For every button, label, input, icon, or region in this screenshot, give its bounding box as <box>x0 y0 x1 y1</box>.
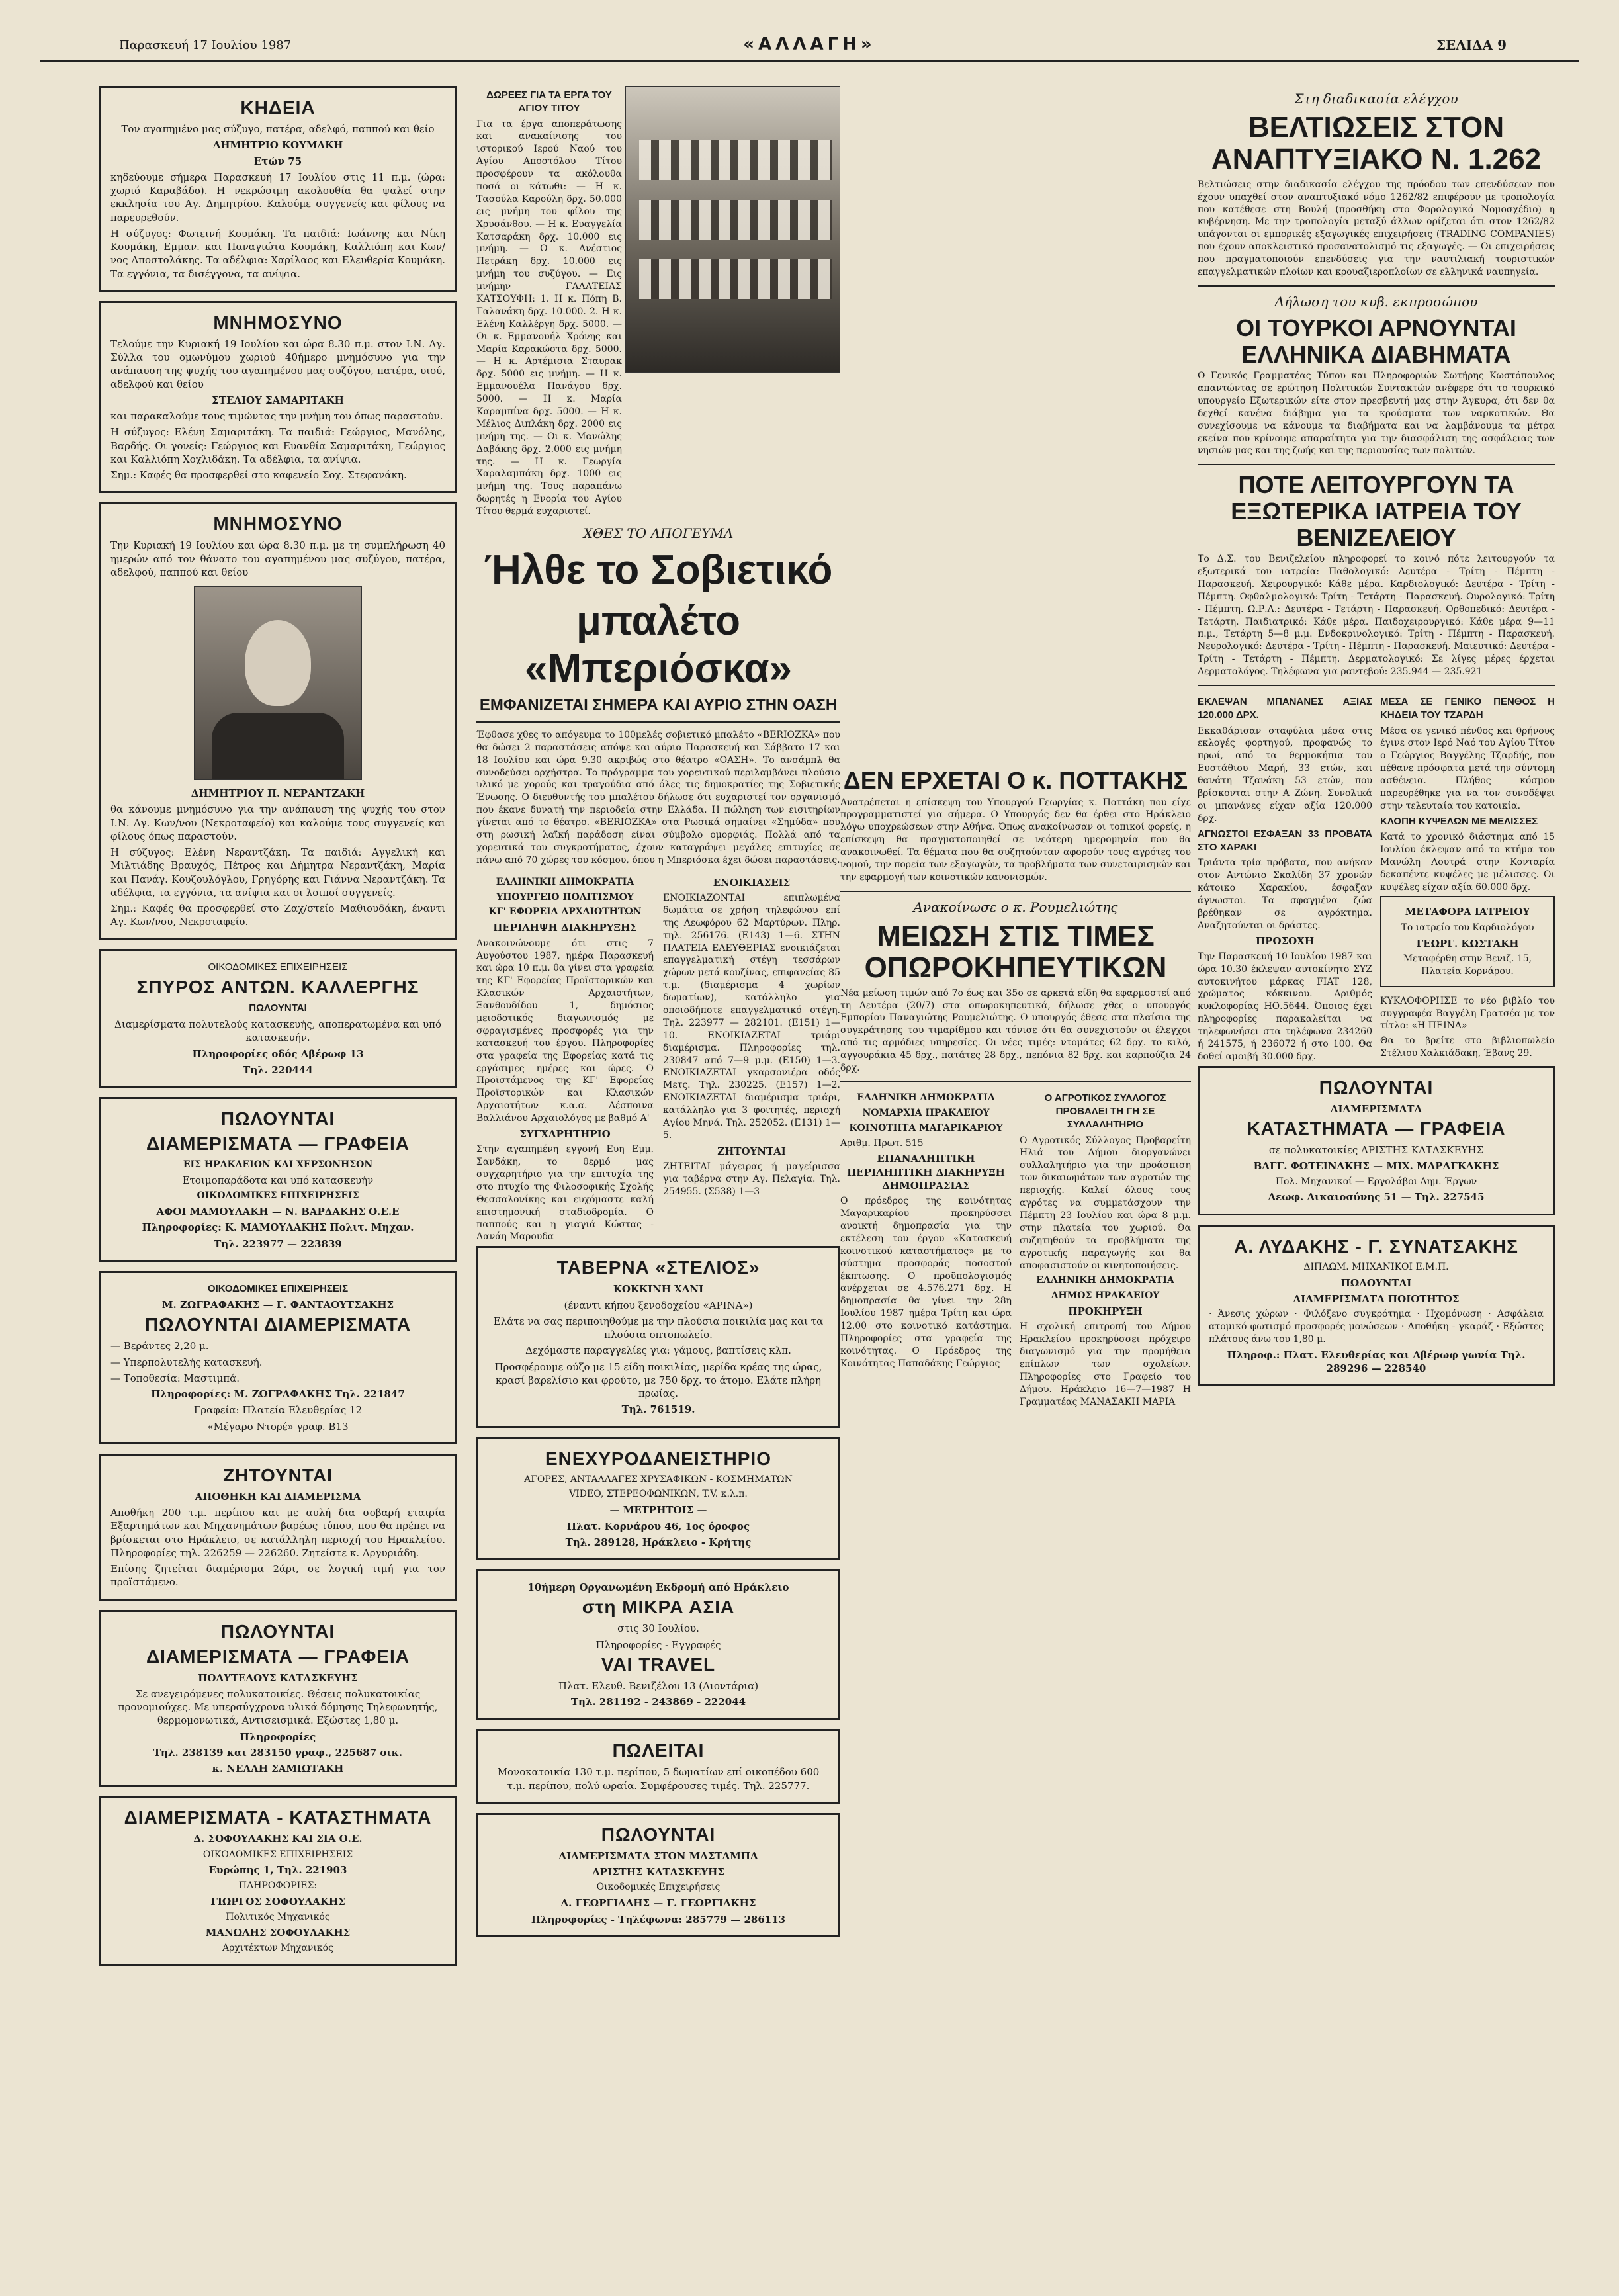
notice-line: ΠΡΟΚΗΡΥΞΗ <box>1068 1305 1143 1318</box>
turks-kicker: Δήλωση του κυβ. εκπροσώπου <box>1274 293 1478 310</box>
ad-line: ΔΙΑΜΕΡΙΣΜΑΤΑ ΠΟΙΟΤΗΤΟΣ <box>1293 1292 1460 1305</box>
headline: Ήλθε το Σοβιετικό <box>484 547 833 593</box>
ad-line: Πολ. Μηχανικοί — Εργολάβοι Δημ. Έργων <box>1275 1176 1477 1187</box>
book-line: Θα το βρείτε στο βιβλιοπωλείο Στέλιου Χαλκιάδακη, Έβανς 29. <box>1380 1036 1555 1059</box>
ad-line: ΔΙΑΜΕΡΙΣΜΑΤΑ <box>1330 1102 1422 1115</box>
memorial-text: Την Κυριακή 19 Ιουλίου και ώρα 8.30 π.μ. με τη συμπλήρωση 40 ημερών από τον θάνατο του αγαπημένου μας συζύγου, πατέρα, αδελφού, παππού και θείου <box>110 539 445 578</box>
ad-house-sale <box>476 1729 840 1804</box>
ad-heading: ΔΙΑΜΕΡΙΣΜΑΤΑ — ΓΡΑΦΕΙΑ <box>146 1646 410 1667</box>
ad-line: VIDEO, ΣΤΕΡΕΟΦΩΝΙΚΩΝ, T.V. κ.λ.π. <box>569 1489 748 1500</box>
ad-line: Σε ανεγειρόμενες πολυκατοικίες. Θέσεις πολυκατοικίας προνομιούχες. Με υπερσύγχρονα υλικά δόμησης Τηλεφωνητής, θερμομονωτικά, Αντισεισμικά. Εξώστες 1,80 μ. <box>118 1687 438 1727</box>
ad-line: Μ. ΖΩΓΡΑΦΑΚΗΣ — Γ. ΦΑΝΤΑΟΥΤΣΑΚΗΣ <box>161 1299 394 1311</box>
prices-headline: ΜΕΙΩΣΗ ΣΤΙΣ ΤΙΜΕΣ ΟΠΩΡΟΚΗΠΕΥΤΙΚΩΝ <box>864 919 1167 985</box>
photo-kicker: ΧΘΕΣ ΤΟ ΑΠΟΓΕΥΜΑ <box>583 525 734 541</box>
ad-line: — ΜΕΤΡΗΤΟΙΣ — <box>609 1504 707 1517</box>
congrats-text: Στην αγαπημένη εγγονή Ευη Εμμ. Σανδάκη, το θερμό μας συγχαρητήριο για την επιτυχία της στο πτυχίο της Φιλοσοφικής Σχολής Θεσσαλονίκης και ευχόμαστε καλή επιστημονική σταδιοδρομία. Ο παππούς και η γιαγιά Κώστας - Δανάη Μαρουδα <box>476 1144 654 1243</box>
masthead: «ΑΛΛΑΓΗ» <box>743 34 876 54</box>
subheadline: ΕΜΦΑΝΙΖΕΤΑΙ ΣΗΜΕΡΑ ΚΑΙ ΑΥΡΙΟ ΣΤΗΝ ΟΑΣΗ <box>479 695 838 714</box>
hospital-text: Το Δ.Σ. του Βενιζελείου πληροφορεί το κοινό πότε λειτουργούν τα εξωτερικά του ιατρεία: Παθολογικό: Δευτέρα - Τρίτη - Πέμπτη - Παρασκευή. Χειρουργικό: Κάθε μέρα. Καρδιολογικό: Δευτέρα - Τρίτη - Πέμπτη. Οφθαλμολογικό: Τρίτη - Τετάρτη - Παρασκευή. Ουρολογικό: Τρίτη - Πέμπτη. Ω.Ρ.Λ.: Δευτέρα - Τετάρτη - Παρασκευή. Ορθοπεδικό: Δευτέρα - Τετάρτη. Παιδιατρικό: Κάθε μέρα. Παιδοχειρουργικό: Κάθε μέρα 9—11 π.μ., Τετάρτη 5—8 μ.μ. Ενδοκρινολογικό: Τρίτη - Πέμπτη - Παρασκευή. Νευρολογικό: Δευτέρα - Τρίτη - Πέμπτη - Παρασκευή. Μαιευτικό: Δευτέρα - Τρίτη - Τετάρτη - Πέμπτη. Δερματολογικό: Σε λίγες μέρες έρχεται Δερματολόγος. Τηλέφωνα για ραντεβού: 235.944 — 235.921 <box>1198 554 1555 678</box>
prices-kicker: Ανακοίνωσε ο κ. Ρουμελιώτης <box>913 899 1118 915</box>
ad-line: Μονοκατοικία 130 τ.μ. περίπου, 5 δωματίων επί οικοπέδου 600 τ.μ. περίπου, πολύ ωραία. Συμφέρουσες τιμές. Τηλ. 225777. <box>497 1766 820 1792</box>
notice-title: ΠΡΟΣΟΧΗ <box>1256 935 1314 948</box>
ad-line: ΠΛΗΡΟΦΟΡΙΕΣ: <box>238 1880 318 1891</box>
turks-text: Ο Γενικός Γραμματέας Τύπου και Πληροφοριών Σωτήρης Κωστόπουλος απαντώντας σε ερώτηση Πολιτικών Συντακτών ανέφερε ότι το τουρκικό υπουργείο Εξωτερικών είτε στον πρεσβευτή μας στην Άγκυρα, ότι δεν θα δεχθεί κανένα διάβημα για τα κρούσματα των ναρκοτικών. Θα συνεχίσουμε να κάνουμε τα διαβήματα και να λαμβάνουμε τα μέτρα εκείνα που κρίνουμε απαραίτητα για την διασφάλιση της ασφάλειας των νησιών μας και της ζωής και της περιουσίας των πολιτών. <box>1198 371 1555 457</box>
notice-text: Ανακοινώνουμε ότι στις 7 Αυγούστου 1987, ημέρα Παρασκευή και ώρα 10 π.μ. θα γίνει στα γραφεία της ΚΓ' Εφορείας Προϊστορικών και Κλασικών Αρχαιοτήτων, Ξανθουδίδου 1, δημόσιος μειοδοτικός διαγωνισμός με σφραγισμένες προσφορές για την κατασκευή του έργου. Πληροφορίες στα γραφεία της Εφορείας κατά τις εργάσιμες ημέρες και ώρες. Ο Προϊστάμενος της ΚΓ' Εφορείας Προϊστορικών και Κλασικών Αρχαιοτήτων κ.α.α. Δέσποινα Βαλλιάνου Αρχαιολόγος με βαθμό Α' <box>476 938 654 1124</box>
memorial-note: Σημ.: Καφές θα προσφερθεί στο Ζαχ/στείο Μαθιουδάκη, έναντι Αγ. Κων/νου, Νεκροταφείο. <box>110 903 445 928</box>
ad-line: Δεχόμαστε παραγγελίες για: γάμους, βαπτίσεις κλπ. <box>525 1345 791 1357</box>
ad-line: (έναντι κήπου ξενοδοχείου «ΑΡΙΝΑ») <box>564 1299 753 1311</box>
ad-heading: VAI TRAVEL <box>601 1654 716 1675</box>
ad-line: ΟΙΚΟΔΟΜΙΚΕΣ ΕΠΙΧΕΙΡΗΣΕΙΣ <box>202 1849 353 1860</box>
ad-line: Πληροφορίες οδός Αβέρωφ 13 <box>192 1047 364 1060</box>
ad-heading: ΣΠΥΡΟΣ ΑΝΤΩΝ. ΚΑΛΛΕΡΓΗΣ <box>136 976 419 997</box>
column-center-left <box>476 86 840 2263</box>
memorial-note: Σημ.: Καφές θα προσφερθεί στο καφενείο Σοχ. Στεφανάκη. <box>110 469 407 481</box>
ad-line: ΜΕΤΑΦΟΡΑ ΙΑΤΡΕΙΟΥ <box>1405 906 1530 918</box>
ad-mastampa <box>476 1813 840 1937</box>
notice-line: ΕΛΛΗΝΙΚΗ ΔΗΜΟΚΡΑΤΙΑ <box>1036 1275 1174 1286</box>
funeral-text: κηδεύουμε σήμερα Παρασκευή 17 Ιουλίου στις 11 π.μ. (ώρα: χωριό Καραβάδο). Η νεκρώσιμη ακολουθία θα ψαλεί στην εκκλησία του Αγ. Δημητρίου. Καλούμε συγγενείς και φίλους να παρευρεθούν. <box>110 171 445 224</box>
ad-heading: ΔΙΑΜΕΡΙΣΜΑΤΑ - ΚΑΤΑΣΤΗΜΑΤΑ <box>124 1807 432 1828</box>
ad-line: ΓΙΩΡΓΟΣ ΣΟΦΟΥΛΑΚΗΣ <box>210 1895 345 1908</box>
classifieds <box>663 873 840 1247</box>
ad-heading: στη ΜΙΚΡΑ ΑΣΙΑ <box>582 1597 735 1618</box>
ad-heading: ΚΑΤΑΣΤΗΜΑΤΑ — ΓΡΑΦΕΙΑ <box>1247 1118 1506 1139</box>
ad-line: ΓΕΩΡΓ. ΚΩΣΤΑΚΗ <box>1416 937 1519 949</box>
memorial-title: ΜΝΗΜΟΣΥΝΟ <box>213 312 343 333</box>
ad-line: Πληροφορίες - Εγγραφές <box>595 1638 721 1651</box>
ad-line: Πληροφορίες <box>240 1730 316 1743</box>
funeral-notice <box>99 86 457 292</box>
notice-line: ΕΛΛΗΝΙΚΗ ΔΗΜΟΚΡΑΤΙΑ <box>496 876 634 887</box>
ad-line: Πληροφορίες: Κ. ΜΑΜΟΥΛΑΚΗΣ Πολιτ. Μηχαν. <box>142 1221 414 1234</box>
ad-clinic-move <box>1380 896 1555 987</box>
ad-line: ΔΙΑΜΕΡΙΣΜΑΤΑ ΣΤΟΝ ΜΑΣΤΑΜΠΑ <box>558 1849 758 1862</box>
wanted-text: ΖΗΤΕΙΤΑΙ μάγειρας ή μαγείρισσα για ταβέρνα στην Αγ. Πελαγία. Τηλ. 254955. (Σ538) 1—3 <box>663 1161 840 1197</box>
potakis-headline: ΔΕΝ ΕΡΧΕΤΑΙ Ο κ. ΠΟΤΤΑΚΗΣ <box>843 768 1188 794</box>
column-center-right <box>840 768 1191 2263</box>
sheep-headline: ΑΓΝΩΣΤΟΙ ΕΣΦΑΞΑΝ 33 ΠΡΟΒΑΤΑ ΣΤΟ ΧΑΡΑΚΙ <box>1198 828 1372 853</box>
ad-line: Α. ΓΕΩΡΓΙΑΛΗΣ — Γ. ΓΕΩΡΓΙΑΚΗΣ <box>560 1897 756 1910</box>
ad-heading: ΠΩΛΟΥΝΤΑΙ <box>601 1824 716 1845</box>
notice-line: ΠΕΡΙΛΗΨΗ ΔΙΑΚΗΡΥΞΗΣ <box>493 922 637 934</box>
ad-kallergis <box>99 949 457 1088</box>
memorial-relatives: Η σύζυγος: Ελένη Σαμαριτάκη. Τα παιδιά: Γεώργιος, Μανόλης, Βαρδής. Οι γονείς: Γεώργιος και Ευανθία Σαμαριτάκη, Γεώργιος και Καλλιόπη Χοχλιδάκη. Τα αδέλφια, τα ανίψια. <box>110 426 445 465</box>
notice-line: ΕΛΛΗΝΙΚΗ ΔΗΜΟΚΡΑΤΙΑ <box>857 1092 995 1103</box>
notice-line: ΚΓ' ΕΦΟΡΕΙΑ ΑΡΧΑΙΟΤΗΤΩΝ <box>488 906 642 918</box>
ad-line: κ. ΝΕΛΛΗ ΣΑΜΙΩΤΑΚΗ <box>212 1763 344 1775</box>
donations-title: ΔΩΡΕΕΣ ΓΙΑ ΤΑ ΕΡΓΑ ΤΟΥ ΑΓΙΟΥ ΤΙΤΟΥ <box>486 89 612 114</box>
funeral-intro: Τον αγαπημένο μας σύζυγο, πατέρα, αδελφό, παππού και θείο <box>121 123 435 135</box>
ad-line: Τηλ. 220444 <box>243 1063 313 1076</box>
ad-mamoulakis <box>99 1097 457 1262</box>
hospital-headline: ΠΟΤΕ ΛΕΙΤΟΥΡΓΟΥΝ ΤΑ ΕΞΩΤΕΡΙΚΑ ΙΑΤΡΕΙΑ ΤΟΥ ΒΕΝΙΖΕΛΕΙΟΥ <box>1231 471 1522 551</box>
tzardis-text: Μέσα σε γενικό πένθος και θρήνους έγινε στον Ιερό Ναό του Αγίου Τίτου ο Γεώργιος Βαγγέλης Τζαρδής, που πέθανε πρόσφατα μετά την σύντομη ασθένεια. Πλήθος κόσμου παρευρέθηκε για να τον συνοδέψει στην τελευταία του κατοικία. <box>1380 725 1555 811</box>
turks-headline: ΟΙ ΤΟΥΡΚΟΙ ΑΡΝΟΥΝΤΑΙ ΕΛΛΗΝΙΚΑ ΔΙΑΒΗΜΑΤΑ <box>1236 314 1516 368</box>
ad-line: ΟΙΚΟΔΟΜΙΚΕΣ ΕΠΙΧΕΙΡΗΣΕΙΣ <box>208 961 348 973</box>
ad-heading: ΠΩΛΟΥΝΤΑΙ ΔΙΑΜΕΡΙΣΜΑΤΑ <box>144 1314 412 1335</box>
law-kicker: Στη διαδικασία ελέγχου <box>1294 91 1458 107</box>
ad-heading: ΠΩΛΟΥΝΤΑΙ <box>220 1108 335 1129</box>
banana-text: Εκκαθάρισαν σταφύλια μέσα στις εκλογές φορτηγού, προφανώς το πρωί, από τα θερμοκήπια του Ευστάθιου Μαρή, 33 ετών, και θανάτη Τζανάκη 53 ετών, που βρίσκονται στην Α Ζώνη. Συνολικά οι μπανάνες είχαν αξία 120.000 δρχ. <box>1198 725 1372 824</box>
notice-text: Ο πρόεδρος της κοινότητας Μαγαρικαρίου προκηρύσσει ανοικτή δημοπρασία για την εκτέλεση του έργου «Κατασκευή κοινοτικού καταστήματος» με το σύστημα προσφοράς ποσοστού έκπτωσης. Ο προϋπολογισμός ανέρχεται σε 4.576.271 δρχ. Η δημοπρασία θα γίνει την 28η Ιουλίου 1987 ημέρα Τρίτη και ώρα 12.00 στο κοινοτικό κατάστημα. Πληροφορίες στα γραφεία της κοινότητας. Ο Πρόεδρος της Κοινότητας Παπαδάκης Γεώργιος <box>840 1196 1012 1369</box>
ad-line: Πληροφορίες - Τηλέφωνα: 285779 — 286113 <box>531 1913 786 1925</box>
ad-lydakis <box>1198 1225 1555 1387</box>
donations-block <box>476 86 622 521</box>
funeral-age: Ετών 75 <box>253 155 302 167</box>
ad-line: ΔΙΠΛΩΜ. ΜΗΧΑΝΙΚΟΙ Ε.Μ.Π. <box>1303 1261 1449 1272</box>
donations-text: Για τα έργα αποπεράτωσης και ανακαίνισης του ιστορικού Ιερού Ναού του Αγίου Αποστόλου Τίτου προσφέρουν τα ακόλουθα ποσά οι κάτωθι: — Η κ. Τασούλα Καρούλη δρχ. 50.000 εις μνήμη του φίλου της Χρυσάνθου. — Η κ. Ευαγγελία Κατσαράκη δρχ. 10.000 εις μνήμη. — Ο κ. Ανέστιος Πετράκη δρχ. 10.000 εις μνήμη του συζύγου. — Εις μνήμην ΓΑΛΑΤΕΙΑΣ ΚΑΤΣΟΥΦΗ: 1. Η κ. Πόπη Β. Γαλανάκη δρχ. 10.000. 2. Η κ. Ελένη Καλλέργη δρχ. 5000. — Οι κ. Εμμανουήλ Χρόνης και Μαρία Καρακώστα δρχ. 5000. — Η κ. Αρτέμισια Σταυρακ δρχ. 5000 εις μνήμη. — Η κ. Εμμανουέλα Πανάγου δρχ. 5000. — Η κ. Μαρία Καραμπίνα δρχ. 5000. — Η κ. Μέλιος Διπλάκη δρχ. 2000 εις μνήμη της. — Οι κ. Μανώλης Δαβάκης δρχ. 2.000 εις μνήμη της. — Η κ. Γεωργία Χαραλαμπάκη δρχ. 1000 εις μνήμη της. Τους παραπάνω δωρητές η Ενορία του Αγίου Τίτου θερμά ευχαριστεί. <box>476 118 622 517</box>
notice-line: ΥΠΟΥΡΓΕΙΟ ΠΟΛΙΤΙΣΜΟΥ <box>496 891 634 903</box>
beehive-headline: ΚΛΟΠΗ ΚΥΨΕΛΩΝ ΜΕ ΜΕΛΙΣΣΕΣ <box>1380 815 1538 827</box>
page-header <box>40 33 1579 62</box>
notice-line: ΕΠΑΝΑΛΗΠΤΙΚΗ ΠΕΡΙΛΗΠΤΙΚΗ ΔΙΑΚΗΡΥΞΗ ΔΗΜΟΠΡΑΣΙΑΣ <box>847 1153 1005 1192</box>
community-tender <box>840 1089 1012 1411</box>
banana-headline: ΕΚΛΕΨΑΝ ΜΠΑΝΑΝΕΣ ΑΞΙΑΣ 120.000 ΔΡΧ. <box>1198 696 1372 721</box>
article-text: Έφθασε χθες το απόγευμα το 100μελές σοβιετικό μπαλέτο «BERIOZKA» που θα δώσει 2 παραστάσεις απόψε και αύριο Παρασκευή και Σάββατο 17 και 18 Ιουλίου και ώρα 9.30 ακριβώς στο θέατρο «ΟΑΣΗ». Το ανσάμπλ θα συνοδεύσει ορχήστρα. Το πρόγραμμα του χορευτικού περιλαμβάνει πλούσιο υλικό με χορούς και τραγούδια από όλες τις δημοκρατίες της Σοβιετικής Ένωσης. Ο διευθυντής του μπαλέτου δήλωσε ότι ευχαριστεί τον οργανισμό που έκανε δυνατή την περιοδεία στην Ελλάδα. Η πώληση των εισιτηρίων γίνεται από το θέατρο. «BERIOZKA» στα Ρωσικά σημαίνει «Σημύδα» που στη ρωσική λαϊκή παράδοση είναι σύμβολο ομορφιάς. Πολλά από τα χορευτικά του συγκροτήματος, έχουν καταγράψει μεγάλες επιτυχίες σε πάνω από 70 χώρες του κόσμου, όπου η Μπεριόσκα έχει δώσει παραστάσεις. <box>476 729 840 865</box>
ad-line: Αποθήκη 200 τ.μ. περίπου και με αυλή δια σοβαρή εταιρία Εξαρτημάτων και Μηχανημάτων βαρέως τύπου, που θα πρέπει να βρίσκεται στο Ηράκλειο, σε κατάλληλη περιοχή του Ηρακλείου. Πληροφορίες τηλ. 226259 — 226260. Ζητείστε κ. Αργυριάδη. <box>110 1507 445 1559</box>
portrait-photo <box>194 586 362 780</box>
ad-line: Πλατ. Κορνάρου 46, 1ος όροφος <box>566 1520 750 1532</box>
memorial-text: Τελούμε την Κυριακή 19 Ιουλίου και ώρα 8.30 π.μ. στον Ι.Ν. Αγ. Σύλλα του ομωνύμου χωριού 40ήμερο μνημόσυνο για την ανάπαυση της ψυχής του αγαπημένου μας συζύγου, πατέρα, υιού, αδελφού και θείου <box>110 337 445 390</box>
ballet-photo <box>625 86 840 373</box>
ad-line: Πληροφ.: Πλατ. Ελευθερίας και Αβέρωφ γωνία Τηλ. 289296 — 228540 <box>1227 1348 1526 1374</box>
sheep-text: Τριάντα τρία πρόβατα, που ανήκαν στον Αντώνιο Σκαλίδη 37 χρονών κάτοικο Χαρακίου, έσφαξαν άγνωστοι. Τα σφαγμένα ζώα βρέθηκαν σε αγρόκτημα. Αναζητούνται οι δράστες. <box>1198 858 1372 931</box>
ad-line: ΠΩΛΟΥΝΤΑΙ <box>1340 1276 1412 1289</box>
ad-line: Το ιατρείο του Καρδιολόγου <box>1401 922 1534 933</box>
right-sub <box>1380 693 1555 1066</box>
law-text: Βελτιώσεις στην διαδικασία ελέγχου της πρόοδου των επενδύσεων που έχουν υπαχθεί στον αναπτυξιακό νόμο 1262/82 επιφέρουν με τροπολογία που κατέθεσε στη Βουλή (προσθήκη στο Φορολογικό Νομοσχέδιο) η κυβέρνηση. Με την τροπολογία μεταξύ άλλων ορίζεται ότι στον 1262/82 υπάγονται οι εμπορικές εξαγωγικές επιχειρήσεις (TRADING COMPANIES) που έχουν αποκλειστικό προσανατολισμό τις εξαγωγές. — Οι επιχειρήσεις που πραγματοποιούν επενδύσεις για την ναυτιλιακή τουριστικών επαγγελματικών πλοίων και κρουαζιεροπλοίων σε ελληνικά ναυπηγεία. <box>1198 179 1555 278</box>
ad-line: ΑΡΙΣΤΗΣ ΚΑΤΑΣΚΕΥΗΣ <box>592 1866 724 1878</box>
notice-text: Η σχολική επιτροπή του Δήμου Ηρακλείου προκηρύσσει πρόχειρο διαγωνισμό για την προμήθεια επίπλων των σχολείων. Πληροφορίες στο Γραφείο του Δήμου. Ηράκλειο 16—7—1987 Η Γραμματέας ΜΑΝΑΣΑΚΗ ΜΑΡΙΑ <box>1020 1321 1191 1407</box>
congrats-title: ΣΥΓΧΑΡΗΤΗΡΙΟ <box>519 1127 611 1140</box>
ad-pawnshop <box>476 1437 840 1561</box>
ad-line: Ελάτε να σας περιποιηθούμε με την πλούσια ποικιλία μας και τα πλούσια οπτοπωλείο. <box>493 1315 824 1341</box>
classifieds-title: ΕΝΟΙΚΙΑΣΕΙΣ <box>713 876 791 889</box>
potakis-text: Ανατρέπεται η επίσκεψη του Υπουργού Γεωργίας κ. Ποττάκη που είχε προγραμματιστεί για σήμερα. Ο Υπουργός δεν θα έρθει στο Ηράκλειο λόγω υποχρεώσεων στην Αθήνα. Όπως ανακοίνωσαν οι τοπικοί φορείς, η επίσκεψη θα πραγματοποιηθεί σε νεότερη ημερομηνία που θα ανακοινωθεί. Τα θέματα που θα συζητούνταν αφορούν τους αγρότες του νομού, την πορεία των εξαγωγών, τα προβλήματα των συνεταιρισμών και την εφαρμογή των κοινοτικών κανονισμών. <box>840 797 1191 883</box>
beehive-text: Κατά το χρονικό διάστημα από 15 Ιουλίου έκλεψαν από το κτήμα του Μανώλη Λουτρά στην Κονταρία δεκαπέντε κυψέλες με μέλισσες. Οι κυψέλες είχαν αξία 60.000 δρχ. <box>1380 832 1555 893</box>
ad-line: Τηλ. 761519. <box>621 1403 695 1416</box>
memorial-notice-1 <box>99 301 457 494</box>
ad-line: Λεωφ. Δικαιοσύνης 51 — Τηλ. 227545 <box>1268 1191 1485 1204</box>
ad-zografakis <box>99 1271 457 1444</box>
funeral-name: ΔΗΜΗΤΡΙΟ ΚΟΥΜΑΚΗ <box>212 139 343 152</box>
ad-line: ΑΠΟΘΗΚΗ ΚΑΙ ΔΙΑΜΕΡΙΣΜΑ <box>195 1490 361 1503</box>
ad-line: Προσφέρουμε ούζο με 15 είδη ποικιλίας, μερίδα κρέας της ώρας, κρασί βαρελίσιο και φρούτο, με 750 δρχ. το άτομο. Ελάτε πλήρη πρωίας. <box>494 1360 822 1400</box>
ad-heading: ΠΩΛΕΙΤΑΙ <box>612 1740 705 1761</box>
ad-line: ΑΦΟΙ ΜΑΜΟΥΛΑΚΗ — Ν. ΒΑΡΔΑΚΗΣ Ο.Ε.Ε <box>156 1206 400 1218</box>
ad-heading: ΠΩΛΟΥΝΤΑΙ <box>220 1620 335 1642</box>
ad-line: Επίσης ζητείται διαμέρισμα 2άρι, σε λογική τιμή για τον προϊστάμενο. <box>110 1563 445 1589</box>
ad-line: Τηλ. 281192 - 243869 - 222044 <box>570 1696 746 1708</box>
ad-samiotaki <box>99 1610 457 1787</box>
ad-heading: ΕΝΕΧΥΡΟΔΑΝΕΙΣΤΗΡΙΟ <box>545 1448 771 1469</box>
archaeology-notice <box>476 873 654 1247</box>
prices-text: Νέα μείωση τιμών από 7ο έως και 35ο σε αρκετά είδη θα εφαρμοστεί από τη Δευτέρα (20/7) στα οπωροκηπευτικά, δήλωσε χθες ο υπουργός Εμπορίου Παναγιώτης Ρουμελιώτης. Ο υπουργός έθεσε στα πλαίσια της συγκράτησης του τιμαρίθμου και τόνισε ότι θα συνεχιστούν οι έλεγχοι από τις αρμόδιες υπηρεσίες. Οι νέες τιμές: ντομάτες 62 δρχ. το κιλό, αγγουράκια 45 δρχ., πατάτες 28 δρχ., πεπόνια 82 δρχ. και καρπούζια 24 δρχ. <box>840 987 1191 1073</box>
funeral-relatives: Η σύζυγος: Φωτεινή Κουμάκη. Τα παιδιά: Ιωάννης και Νίκη Κουμάκη, Εμμαν. και Παναγιώτα Κουμάκη, Καλλιόπη και Κων/νος Αποστολάκης. Τα αδέλφια: Χαρίλαος και Ελευθερία Κουμάκη. Τα εγγόνια, τα δισέγγονα, τα ανίψια. <box>110 227 445 280</box>
ad-line: ΟΙΚΟΔΟΜΙΚΕΣ ΕΠΙΧΕΙΡΗΣΕΙΣ <box>197 1190 359 1202</box>
ad-line: 10ήμερη Οργανωμένη Εκδρομή από Ηράκλειο <box>527 1581 789 1594</box>
ad-line: «Μέγαρο Ντορέ» γραφ. Β13 <box>207 1420 349 1433</box>
ad-heading: ΔΙΑΜΕΡΙΣΜΑΤΑ — ΓΡΑΦΕΙΑ <box>146 1133 410 1154</box>
ad-heading: ΖΗΤΟΥΝΤΑΙ <box>223 1464 333 1485</box>
ad-heading: Α. ΛΥΔΑΚΗΣ - Γ. ΣΥΝΑΤΣΑΚΗΣ <box>1234 1235 1518 1257</box>
left-sub <box>1198 693 1372 1066</box>
ad-line: Ετοιμοπαράδοτα και υπό κατασκευήν <box>182 1174 374 1186</box>
book-line: ΚΥΚΛΟΦΟΡΗΣΕ το νέο βιβλίο του συγγραφέα Βαγγέλη Γρατσέα με τον τίτλο: «Η ΠΕΙΝΑ» <box>1380 995 1555 1032</box>
ad-line: — Βεράντες 2,20 μ. <box>110 1340 209 1352</box>
ad-line: — Υπερπολυτελής κατασκευή. <box>110 1356 263 1368</box>
ad-line: Τηλ. 289128, Ηράκλειο - Κρήτης <box>565 1536 752 1548</box>
column-right <box>1198 86 1555 2263</box>
memorial-title: ΜΝΗΜΟΣΥΝΟ <box>213 513 343 535</box>
farmers-rally <box>1020 1089 1191 1411</box>
classifieds-text: ΕΝΟΙΚΙΑΖΟΝΤΑΙ επιπλωμένα δωμάτια σε χρήση τηλεφώνου επί της Λεωφόρου 62 Μαρτύρων. Πληρ. τηλ. 256176. (Ε143) 1—6. ΣΤΗΝ ΠΛΑΤΕΙΑ ΕΛΕΥΘΕΡΙΑΣ ενοικιάζεται επαγγελματική στέγη τεσσάρων χώρων μετά κουζίνας, επιφανείας 85 τ.μ. (διαμέρισμα 4 χωρίων δωματίων), κατάλληλο για οποιοδήποτε επαγγελματικό στέγη. Τηλ. 223977 — 282101. (Ε151) 1—10. ΕΝΟΙΚΙΑΖΕΤΑΙ τριάρι διαμέρισμα. Πληροφορίες τηλ. 230847 από 7—9 μ.μ. (Ε150) 1—3. ΕΝΟΙΚΙΑΖΕΤΑΙ γκαρσονιέρα οδός Μετς. Τηλ. 230225. (Ε157) 1—2. ΕΝΟΙΚΙΑΖΕΤΑΙ διαμέρισμα τριάρι, κατάλληλο για 3 φοιτητές, περιοχή Αγίου Μηνά. Τηλ. 252052. (Ε131) 1—5. <box>663 892 840 1141</box>
law-headline: ΒΕΛΤΙΩΣΕΙΣ ΣΤΟΝ ΑΝΑΠΤΥΞΙΑΚΟ Ν. 1.262 <box>1211 111 1542 176</box>
page-number: ΣΕΛΙΔΑ 9 <box>1436 37 1507 53</box>
ad-taverna-stelios <box>476 1246 840 1427</box>
ad-sofoulakis <box>99 1796 457 1966</box>
ad-line: ΠΟΛΥΤΕΛΟΥΣ ΚΑΤΑΣΚΕΥΗΣ <box>198 1671 358 1684</box>
ballet-photo-block <box>631 86 840 521</box>
notice-line: ΝΟΜΑΡΧΙΑ ΗΡΑΚΛΕΙΟΥ <box>862 1107 990 1118</box>
ad-line: Δ. ΣΟΦΟΥΛΑΚΗΣ ΚΑΙ ΣΙΑ Ο.Ε. <box>193 1833 363 1845</box>
notice-text: Την Παρασκευή 10 Ιουλίου 1987 και ώρα 10.30 έκλεψαν αυτοκίνητο ΣΥΖ αυτοκινήτου μάρκας FIAT 128, χρώματος κόκκινου. Αριθμός κυκλοφορίας ΗΟ.5644. Όποιος έχει πληροφορίες παρακαλείται να τηλεφωνήσει στα τηλέφωνα 234260 ή 241575, ή 236072 ή στο 100. Θα δοθεί αμοιβή 30.000 δρχ. <box>1198 951 1372 1062</box>
memorial-notice-2 <box>99 502 457 940</box>
funeral-title: ΚΗΔΕΙΑ <box>240 97 316 118</box>
ad-line: ΠΩΛΟΥΝΤΑΙ <box>249 1002 307 1014</box>
ad-line: Οικοδομικές Επιχειρήσεις <box>596 1882 721 1893</box>
notice-line: Αριθμ. Πρωτ. 515 <box>840 1137 924 1149</box>
ad-heading: ΠΩΛΟΥΝΤΑΙ <box>1319 1077 1434 1098</box>
ad-line: Πλατ. Ελευθ. Βενιζέλου 13 (Λιοντάρια) <box>558 1679 759 1692</box>
rally-title: Ο ΑΓΡΟΤΙΚΟΣ ΣΥΛΛΟΓΟΣ ΠΡΟΒΑΛΕΙ ΤΗ ΓΗ ΣΕ ΣΥΛΛΑΛΗΤΗΡΙΟ <box>1044 1092 1166 1131</box>
notice-line: ΔΗΜΟΣ ΗΡΑΚΛΕΙΟΥ <box>1051 1290 1160 1302</box>
ad-line: ΕΙΣ ΗΡΑΚΛΕΙΟΝ ΚΑΙ ΧΕΡΣΟΝΗΣΟΝ <box>183 1159 373 1170</box>
ad-vai-travel <box>476 1569 840 1720</box>
ad-line: Μεταφέρθη στην Βενιζ. 15, Πλατεία Κορνάρου. <box>1403 953 1532 977</box>
ad-line: ΚΟΚΚΙΝΗ ΧΑΝΙ <box>613 1283 704 1296</box>
ad-line: · Άνεσις χώρων · Φιλόξενο συγκρότημα · Ηχομόνωση · Ασφάλεια ατομικό φωτισμό προσφορές μονώσεων · Αποθήκη - γκαράζ · Εξώστες πλάτους άνω του 1,80 μ. <box>1209 1309 1544 1345</box>
ad-line: ΜΑΝΩΛΗΣ ΣΟΦΟΥΛΑΚΗΣ <box>205 1926 351 1939</box>
ad-line: Διαμερίσματα πολυτελούς κατασκευής, αποπερατωμένα και υπό κατασκευήν. <box>114 1018 441 1044</box>
tzardis-headline: ΜΕΣΑ ΣΕ ΓΕΝΙΚΟ ΠΕΝΘΟΣ Η ΚΗΔΕΙΑ ΤΟΥ ΤΖΑΡΔΗ <box>1380 696 1555 721</box>
memorial-text-2: και παρακαλούμε τους τιμώντας την μνήμη του όπως παραστούν. <box>110 410 443 422</box>
issue-date: Παρασκευή 17 Ιουλίου 1987 <box>119 38 292 52</box>
ad-line: Τηλ. 238139 και 283150 γραφ., 225687 οικ. <box>153 1746 403 1759</box>
rally-text: Ο Αγροτικός Σύλλογος Προβαρείτη Ηλιά του Δήμου διοργανώνει συλλαλητήριο για την προάσπιση των δικαιωμάτων των αγροτών της περιοχής. Καλεί όλους τους αγρότες να συμμετάσχουν την Πέμπτη 23 Ιουλίου και ώρα 8 μ.μ. στην πλατεία του χωριού. Θα συζητηθούν τα προβλήματα της αγροτικής παραγωγής και θα αποφασιστούν οι κινητοποιήσεις. <box>1020 1135 1191 1271</box>
ad-line: Πολιτικός Μηχανικός <box>226 1911 330 1922</box>
ad-foteinakis <box>1198 1066 1555 1215</box>
ad-line: Αρχιτέκτων Μηχανικός <box>222 1942 333 1953</box>
memorial-relatives: Η σύζυγος: Ελένη Νεραντζάκη. Τα παιδιά: Αγγελική και Μιλτιάδης Βραυχός, Πέτρος και Δήμητρα Νεραντζάκη, Μαρία και Πανάγ. Κουζουλόγλου, Γρηγόρης και Γιάννα Νεραντζάκη. Τα αδέλφια, τα εγγόνια, τα ανίψια και οι λοιποί συγγενείς. <box>110 846 445 899</box>
ad-line: Τηλ. 223977 — 223839 <box>214 1237 342 1250</box>
memorial-name: ΣΤΕΛΙΟΥ ΣΑΜΑΡΙΤΑΚΗ <box>212 394 344 406</box>
wanted-title: ΖΗΤΟΥΝΤΑΙ <box>717 1145 786 1157</box>
ad-line: σε πολυκατοικίες ΑΡΙΣΤΗΣ ΚΑΤΑΣΚΕΥΗΣ <box>1268 1144 1484 1156</box>
column-obituaries <box>99 86 457 2263</box>
ad-line: στις 30 Ιουλίου. <box>617 1622 699 1635</box>
portrait-caption: ΔΗΜΗΤΡΙΟΥ Π. ΝΕΡΑΝΤΖΑΚΗ <box>191 787 365 799</box>
ad-line: Ευρώπης 1, Τηλ. 221903 <box>208 1864 347 1877</box>
ad-line: Γραφεία: Πλατεία Ελευθερίας 12 <box>193 1404 363 1417</box>
ad-line: ΒΑΓΓ. ΦΩΤΕΙΝΑΚΗΣ — ΜΙΧ. ΜΑΡΑΓΚΑΚΗΣ <box>1253 1160 1499 1172</box>
ad-line: — Τοποθεσία: Μαστιμπά. <box>110 1372 240 1384</box>
memorial-text-2: θα κάνουμε μνημόσυνο για την ανάπαυση της ψυχής του στον Ι.Ν. Αγ. Κων/νου (Νεκροταφείο) και καλούμε τους συγγενείς και φίλους όπως παραστούν. <box>110 803 445 842</box>
headline: μπαλέτο «Μπεριόσκα» <box>525 598 792 691</box>
ad-wanted-warehouse <box>99 1454 457 1601</box>
ad-heading: ΤΑΒΕΡΝΑ «ΣΤΕΛΙΟΣ» <box>556 1257 760 1278</box>
notice-line: ΚΟΙΝΟΤΗΤΑ ΜΑΓΑΡΙΚΑΡΙΟΥ <box>849 1122 1003 1133</box>
ad-line: ΟΙΚΟΔΟΜΙΚΕΣ ΕΠΙΧΕΙΡΗΣΕΙΣ <box>207 1282 349 1294</box>
ad-line: Πληροφορίες: Μ. ΖΩΓΡΑΦΑΚΗΣ Τηλ. 221847 <box>151 1388 405 1401</box>
ad-line: ΑΓΟΡΕΣ, ΑΝΤΑΛΛΑΓΕΣ ΧΡΥΣΑΦΙΚΩΝ - ΚΟΣΜΗΜΑΤΩΝ <box>524 1474 793 1485</box>
